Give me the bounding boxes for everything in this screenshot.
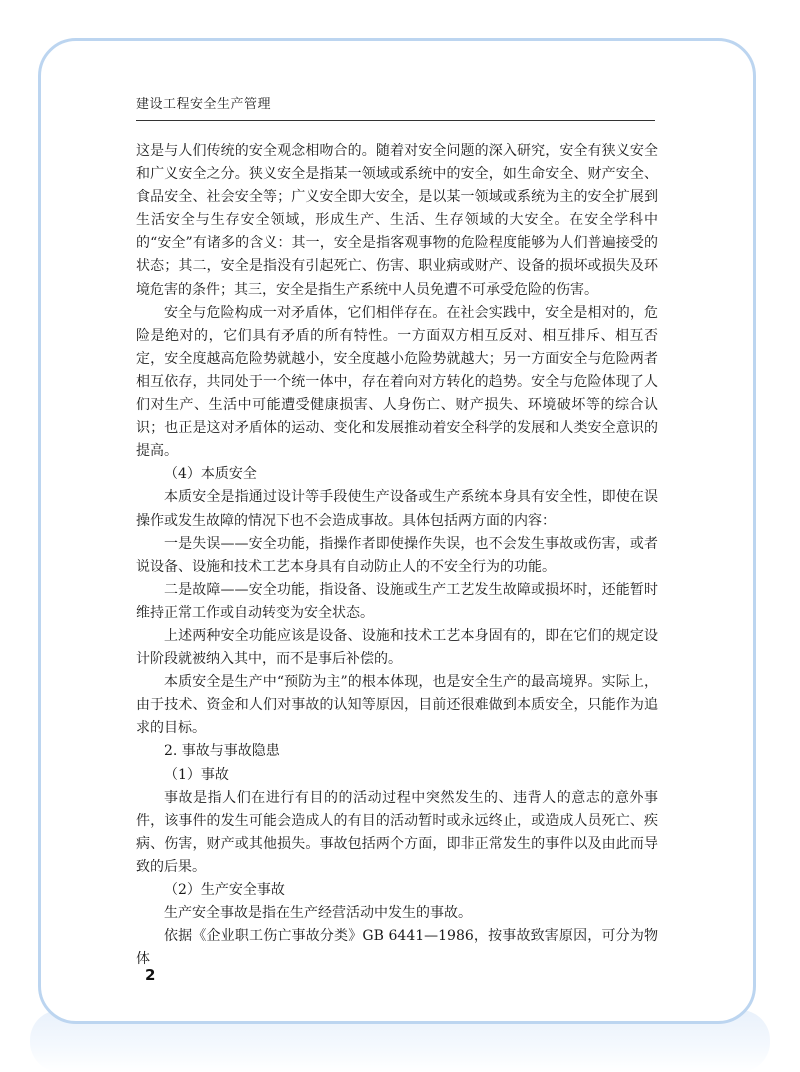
paragraph-5: 二是故障——安全功能，指设备、设施或生产工艺发生故障或损坏时，还能暂时维持正常工作或自动转变为安全状态。 <box>136 581 658 621</box>
paragraph-2: 安全与危险构成一对矛盾体，它们相伴存在。在社会实践中，安全是相对的，危险是绝对的，它们具有矛盾的所有特性。一方面双方相互反对、相互排斥、相互否定，安全度越高危险势就越小，安全度越小危险势就越大；另一方面安全与危险两者相互依存，共同处于一个统一体中，存在着向对方转化的趋势。安全与危险体现了人们对生产、生活中可能遭受健康损害、人身伤亡、财产损失、环境破坏等的综合认识；也正是这对矛盾体的运动、变化和发展推动着安全科学的发展和人类安全意识的提高。 <box>136 304 658 460</box>
section-heading-intrinsic-safety: （4）本质安全 <box>164 466 257 483</box>
paragraph-4: 一是失误——安全功能，指操作者即使操作失误，也不会发生事故或伤害，或者说设备、设施和技术工艺本身具有自动防止人的不安全行为的功能。 <box>136 535 658 575</box>
paragraph-3: 本质安全是指通过设计等手段使生产设备或生产系统本身具有安全性，即使在误操作或发生故障的情况下也不会造成事故。具体包括两方面的内容： <box>136 489 658 529</box>
paragraph-9: 生产安全事故是指在生产经营活动中发生的事故。 <box>164 905 472 922</box>
paragraph-6: 上述两种安全功能应该是设备、设施和技术工艺本身固有的，即在它们的规定设计阶段就被纳入其中，而不是事后补偿的。 <box>136 627 658 668</box>
subsection-heading-production-accident: （2）生产安全事故 <box>164 882 285 898</box>
running-header: 建设工程安全生产管理 <box>136 97 272 112</box>
paragraph-10: 依据《企业职工伤亡事故分类》GB 6441—1986，按事故致害原因，可分为物体 <box>136 928 658 968</box>
body-text <box>136 140 658 971</box>
page-number: 2 <box>145 966 156 984</box>
section-heading-accidents: 2. 事故与事故隐患 <box>164 743 280 760</box>
subsection-heading-accident: （1）事故 <box>164 766 229 783</box>
paragraph-8: 事故是指人们在进行有目的的活动过程中突然发生的、违背人的意志的意外事件，该事件的发生可能会造成人的有目的活动暂时或永远终止，或造成人员死亡、疾病、伤害，财产或其他损失。事故包括两个方面，即非正常发生的事件以及由此而导致的后果。 <box>136 789 658 875</box>
paragraph-7: 本质安全是生产中“预防为主”的根本体现，也是安全生产的最高境界。实际上，由于技术、资金和人们对事故的认知等原因，目前还很难做到本质安全，只能作为追求的目标。 <box>136 674 658 737</box>
paragraph-1: 这是与人们传统的安全观念相吻合的。随着对安全问题的深入研究，安全有狭义安全和广义安全之分。狭义安全是指某一领域或系统中的安全，如生命安全、财产安全、食品安全、社会安全等；广义安全即大安全，是以某一领域或系统为主的安全扩展到生活安全与生存安全领域，形成生产、生活、生存领域的大安全。在安全学科中的“安全”有诸多的含义：其一，安全是指客观事物的危险程度能够为人们普遍接受的状态；其二，安全是指没有引起死亡、伤害、职业病或财产、设备的损坏或损失及环境危害的条件；其三，安全是指生产系统中人员免遭不可承受危险的伤害。 <box>136 143 658 298</box>
header-rule <box>136 120 655 121</box>
